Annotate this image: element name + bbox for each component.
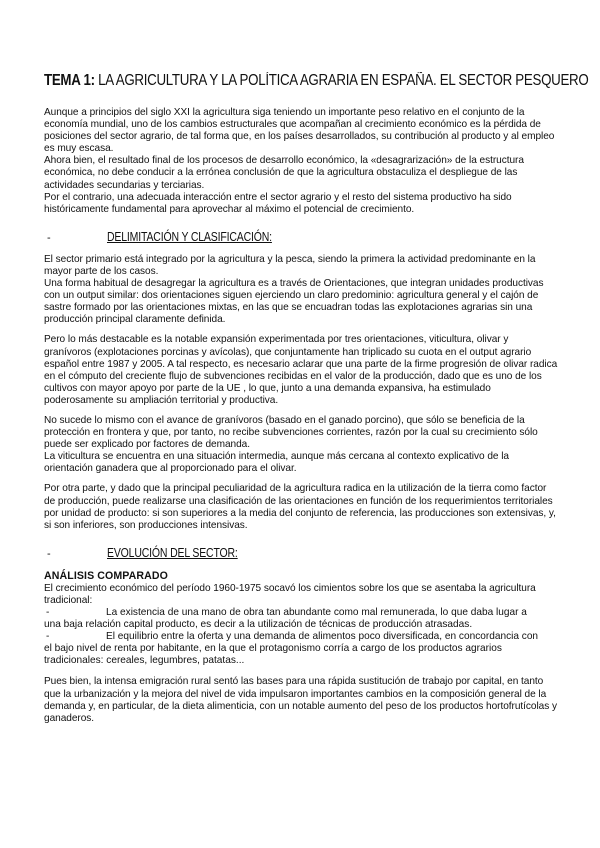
title-text: LA AGRICULTURA Y LA POLÍTICA AGRARIA EN ESPAÑA. EL SECTOR PESQUERO: [94, 72, 589, 89]
intro-paragraph-1: Aunque a principios del siglo XXI la agricultura siga teniendo un importante peso relativo en el conjunto de la economía mundial, uno de los cambios estructurales que acompañan al crecimiento económico es la pérdida de posiciones del sector agrario, de tal forma que, en los países desarrollados, su contribución al producto y al empleo es muy escasa.: [44, 107, 555, 155]
intro-block: [44, 107, 558, 216]
bullet-item: [44, 607, 558, 619]
section-title: DELIMITACIÓN Y CLASIFICACIÓN:: [107, 229, 272, 244]
paragraph: La viticultura se encuentra en una situación intermedia, aunque más cercana al contexto explicativo de la orientación ganadera que al proporcionado para el olivar.: [44, 451, 509, 475]
section-evolucion-body: [44, 570, 558, 725]
paragraph: El crecimiento económico del período 1960-1975 socavó los cimientos sobre los que se asentaba la agricultura tradicional:: [44, 582, 536, 606]
paragraph: Pues bien, la intensa emigración rural sentó las bases para una rápida sustitución de trabajo por capital, en tanto que la urbanización y la mejora del nivel de vida impulsaron importantes cambios en la composición general de la demanda y, en particular, de la dieta alimenticia, con un notable aumento del peso de los productos hortofrutícolas y ganaderos.: [44, 676, 557, 724]
bullet-dash: -: [46, 607, 50, 618]
document-page: [44, 72, 589, 733]
paragraph: Una forma habitual de desagregar la agricultura es a través de Orientaciones, que integran unidades productivas con un output similar: dos orientaciones siguen ejerciendo un claro predominio: agricultura general y el cajón de sastre formado por las orientaciones mixtas, en las que se encuadran todas las explotaciones agrarias sin una producción principal claramente definida.: [44, 278, 544, 326]
section-dash: -: [47, 231, 51, 244]
paragraph: Por otra parte, y dado que la principal peculiaridad de la agricultura radica en la utilización de la tierra como factor de producción, puede realizarse una clasificación de las orientaciones en función de los requerimientos territoriales por unidad de producto: si son superiores a la media del conjunto de referencia, las producciones son extensivas, y, si son inferiores, son producciones intensivas.: [44, 483, 556, 531]
bullet-dash: -: [46, 631, 50, 643]
bullet-continuation: el bajo nivel de renta por habitante, en la que el protagonismo corría a cargo de los productos agrarios tradicionales: cereales, legumbres, patatas...: [44, 643, 502, 667]
section-heading-evolucion: [44, 544, 558, 560]
section-heading-delimitacion: [44, 228, 558, 244]
section-dash: -: [47, 547, 51, 560]
bullet-item: [44, 631, 558, 643]
bullet-text: El equilibrio entre la oferta y una demanda de alimentos poco diversificada, en concordancia con: [106, 631, 539, 643]
paragraph: No sucede lo mismo con el avance de granívoros (basado en el ganado porcino), que sólo se beneficia de la protección en frontera y que, por tanto, no recibe subvenciones corrientes, razón por la cual su crecimiento sólo puede ser explicado por factores de demanda.: [44, 414, 538, 451]
bullet-text: La existencia de una mano de obra tan abundante como mal remunerada, lo que daba lugar a: [106, 607, 527, 618]
section-title: EVOLUCIÓN DEL SECTOR:: [107, 545, 238, 560]
title-prefix: TEMA 1:: [44, 72, 95, 89]
intro-paragraph-3: Por el contrario, una adecuada interacción entre el sector agrario y el resto del sistema productivo ha sido históricamente fundamental para aprovechar al máximo el potencial de crecimiento.: [44, 191, 512, 215]
document-title: [44, 72, 589, 92]
bullet-continuation: una baja relación capital producto, es decir a la utilización de técnicas de producción atrasadas.: [44, 619, 473, 631]
paragraph: El sector primario está integrado por la agricultura y la pesca, siendo la primera la actividad predominante en la mayor parte de los casos.: [44, 253, 536, 277]
section-delimitacion-body: [44, 254, 558, 532]
paragraph: Pero lo más destacable es la notable expansión experimentada por tres orientaciones, viticultura, olivar y granívoros (explotaciones porcinas y avícolas), que conjuntamente han triplicado su cuota en el output agrario español entre 1987 y 2005. A tal respecto, es necesario aclarar que una parte de la firme progresión de olivar radica en el cómputo del creciente flujo de subvenciones recibidas en el valor de la producción, dado que es uno de los cultivos con mayor apoyo por parte de la UE , lo que, junto a una demanda expansiva, ha estimulado poderosamente su ampliación territorial y productiva.: [44, 334, 558, 406]
subheading: ANÁLISIS COMPARADO: [44, 569, 169, 582]
intro-paragraph-2: Ahora bien, el resultado final de los procesos de desarrollo económico, la «desagrarización» de la estructura económica, no debe conducir a la errónea conclusión de que la agricultura obstaculiza el despliegue de las actividades secundarias y terciarias.: [44, 155, 524, 191]
